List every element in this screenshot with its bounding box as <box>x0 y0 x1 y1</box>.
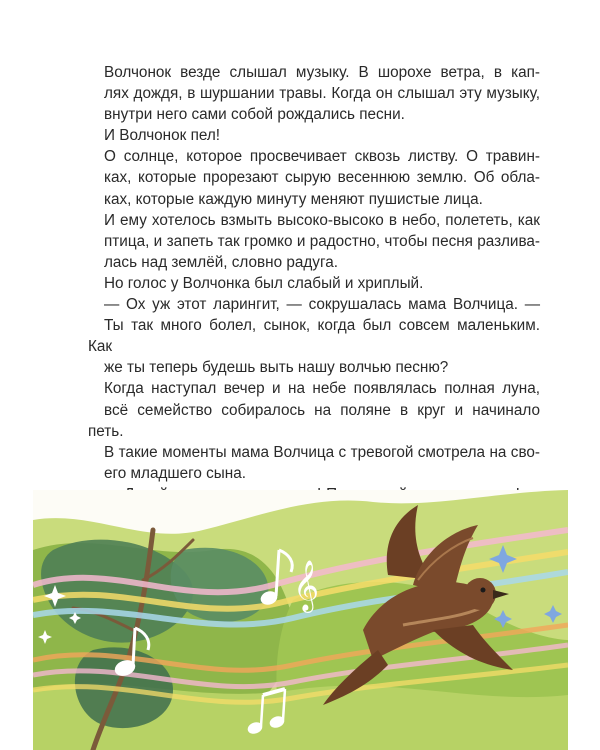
text-line: внутри него сами собой рождались песни. <box>104 106 405 124</box>
paragraph <box>88 442 540 484</box>
text-line: О солнце, которое просвечивает сквозь листву. О травин- <box>104 148 540 166</box>
text-line: И Волчонок пел! <box>104 127 221 145</box>
paragraph <box>88 378 540 441</box>
text-line: Когда наступал вечер и на небе появлялась полная луна, <box>104 380 540 398</box>
paragraph <box>88 210 540 273</box>
paragraph <box>88 294 540 378</box>
bird-illustration <box>33 490 568 750</box>
treble-clef-icon <box>293 560 319 613</box>
text-line: Но голос у Волчонка был слабый и хриплый. <box>104 274 424 292</box>
paragraph <box>88 146 540 209</box>
illustration-canvas <box>33 490 568 750</box>
story-text <box>88 62 540 526</box>
text-line: ках, которые каждую минуту меняют пушистые лица. <box>104 190 483 208</box>
text-line: В такие моменты мама Волчица с тревогой смотрела на сво- <box>104 443 540 461</box>
text-line: ках, которые прорезают сырую весеннюю землю. Об обла- <box>104 169 540 187</box>
text-line: лась над землёй, словно радуга. <box>104 253 338 271</box>
paragraph <box>88 125 540 146</box>
text-line: лях дождя, в шуршании травы. Когда он слышал эту музыку, <box>104 85 540 103</box>
paragraph <box>88 62 540 125</box>
paragraph <box>88 273 540 294</box>
text-line: — Ох уж этот ларингит, — сокрушалась мама Волчица. — <box>104 296 540 314</box>
text-line: И ему хотелось взмыть высоко-высоко в небо, полететь, как <box>104 211 540 229</box>
svg-text:𝄞: 𝄞 <box>293 560 320 611</box>
text-line: птица, и запеть так громко и радостно, чтобы песня разлива- <box>104 232 540 250</box>
text-line: всё семейство собиралось на поляне в круг и начинало петь. <box>88 401 540 440</box>
text-line: же ты теперь будешь выть нашу волчью песню? <box>104 359 449 377</box>
text-line: Волчонок везде слышал музыку. В шорохе ветра, в кап- <box>104 64 540 81</box>
text-line: его младшего сына. <box>104 464 247 482</box>
text-line: Ты так много болел, сынок, когда был совсем маленьким. Как <box>88 317 540 356</box>
